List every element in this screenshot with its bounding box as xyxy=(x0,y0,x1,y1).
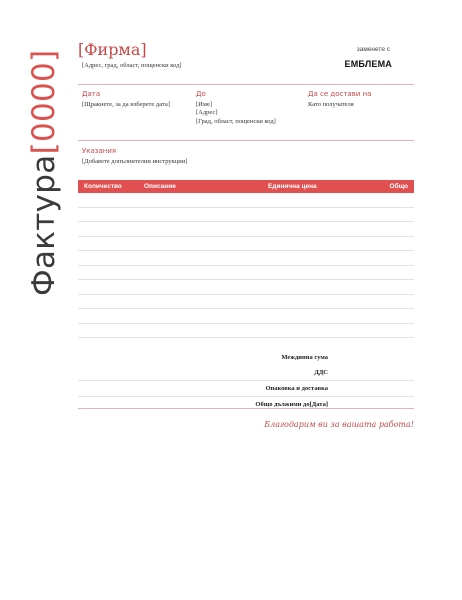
ship-to-field[interactable]: Като получателя xyxy=(308,100,354,108)
totals-block xyxy=(78,350,414,412)
ship-to-block xyxy=(308,90,371,109)
vat-label: ДДС xyxy=(314,369,328,376)
invoice-title xyxy=(24,36,64,296)
invoice-title-word: Фактура xyxy=(26,154,62,296)
col-description: Описание xyxy=(144,183,176,190)
items-table-header xyxy=(78,180,414,193)
date-field[interactable]: [Щракнете, за да изберете дата] xyxy=(82,100,170,108)
ship-to-label: Да се достави на xyxy=(308,90,372,98)
date-label: Дата xyxy=(82,90,101,98)
total-due-row xyxy=(78,397,414,412)
vat-row xyxy=(78,365,414,381)
shipping-label: Опаковка и доставка xyxy=(265,385,328,392)
table-row[interactable] xyxy=(78,280,414,295)
table-row[interactable] xyxy=(78,208,414,223)
logo-hint: заменете с xyxy=(356,46,390,53)
company-name[interactable]: [Фирма] xyxy=(78,40,147,59)
subtotal-row xyxy=(78,350,414,365)
col-unit-price: Единична цена xyxy=(268,183,317,190)
total-due-date[interactable]: [Дата] xyxy=(309,401,328,408)
bill-to-city[interactable]: [Град, област, пощенски код] xyxy=(196,117,276,125)
divider xyxy=(78,408,414,409)
col-quantity: Количество xyxy=(84,183,122,190)
shipping-row xyxy=(78,381,414,397)
items-table-body xyxy=(78,193,414,338)
logo-placeholder[interactable]: ЕМБЛЕМА xyxy=(344,59,392,69)
subtotal-label: Междинна сума xyxy=(281,354,328,361)
total-due-text: Общо дължими до xyxy=(255,401,310,408)
bill-to-block xyxy=(196,90,276,126)
table-row[interactable] xyxy=(78,295,414,310)
bill-to-label: До xyxy=(196,90,206,98)
table-row[interactable] xyxy=(78,309,414,324)
company-address[interactable]: [Адрес, град, област, пощенски код] xyxy=(82,62,182,69)
table-row[interactable] xyxy=(78,251,414,266)
invoice-number[interactable]: [0000] xyxy=(26,49,62,155)
table-row[interactable] xyxy=(78,237,414,252)
thank-you-message: Благодарим ви за вашата работа! xyxy=(264,420,414,429)
divider xyxy=(78,140,414,141)
col-total: Общо xyxy=(389,183,408,190)
divider xyxy=(78,84,414,85)
instructions-label: Указания xyxy=(82,147,117,155)
table-row[interactable] xyxy=(78,193,414,208)
table-row[interactable] xyxy=(78,324,414,339)
bill-to-address[interactable]: [Адрес] xyxy=(196,109,218,116)
table-row[interactable] xyxy=(78,266,414,281)
table-row[interactable] xyxy=(78,222,414,237)
instructions-block xyxy=(82,147,187,166)
total-due-label xyxy=(255,401,328,408)
instructions-field[interactable]: [Добавете допълнителни инструкции] xyxy=(82,157,188,165)
date-block xyxy=(82,90,170,109)
bill-to-name[interactable]: [Име] xyxy=(196,100,213,108)
